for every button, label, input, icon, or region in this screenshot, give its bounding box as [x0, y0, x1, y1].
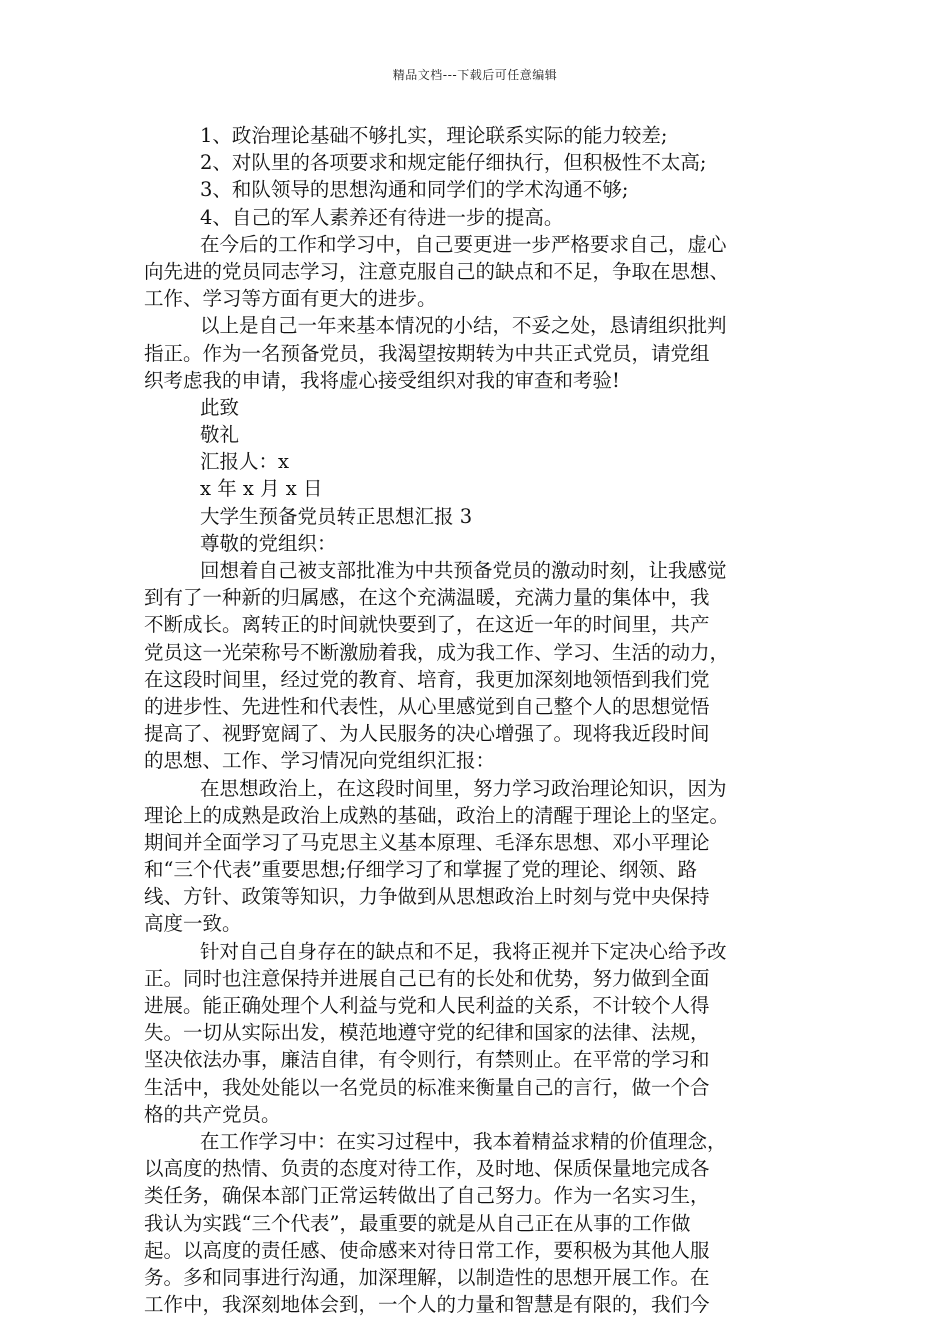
- text-line: 务。多和同事进行沟通，加深理解，以制造性的思想开展工作。在: [144, 1265, 710, 1289]
- text-line: 生活中，我处处能以一名党员的标准来衡量自己的言行，做一个合: [144, 1075, 710, 1099]
- text-line: 工作、学习等方面有更大的进步。: [144, 287, 437, 311]
- text-line: 在这段时间里，经过党的教育、培育，我更加深刻地领悟到我们党: [144, 667, 710, 691]
- text-line: 以上是自己一年来基本情况的小结，不妥之处，恳请组织批判: [200, 314, 727, 338]
- text-line: 尊敬的党组织：: [200, 531, 337, 555]
- text-line: 在今后的工作和学习中，自己要更进一步严格要求自己，虚心: [200, 232, 727, 256]
- text-line: 织考虑我的申请，我将虚心接受组织对我的审查和考验!: [144, 368, 620, 392]
- text-line: 格的共产党员。: [144, 1102, 281, 1126]
- text-line: 到有了一种新的归属感，在这个充满温暖，充满力量的集体中，我: [144, 586, 710, 610]
- text-line: 失。一切从实际出发，模范地遵守党的纪律和国家的法律、法规，: [144, 1021, 710, 1045]
- text-line: 向先进的党员同志学习，注意克服自己的缺点和不足，争取在思想、: [144, 259, 730, 283]
- text-line: 4、自己的军人素养还有待进一步的提高。: [200, 205, 564, 229]
- document-body: [144, 122, 829, 1318]
- text-line: 以高度的热情、负责的态度对待工作，及时地、保质保量地完成各: [144, 1157, 710, 1181]
- text-line: 此致: [200, 395, 240, 419]
- text-line: 起。以高度的责任感、使命感来对待日常工作，要积极为其他人服: [144, 1238, 710, 1262]
- text-line: 1、政治理论基础不够扎实，理论联系实际的能力较差;: [200, 124, 668, 147]
- text-line: 的思想、工作、学习情况向党组织汇报：: [144, 749, 496, 773]
- text-line: 在工作学习中：在实习过程中，我本着精益求精的价值理念，: [200, 1129, 727, 1153]
- text-line: 3、和队领导的思想沟通和同学们的学术沟通不够;: [200, 178, 629, 202]
- text-line: 坚决依法办事，廉洁自律，有令则行，有禁则止。在平常的学习和: [144, 1048, 710, 1072]
- text-line: 在思想政治上，在这段时间里，努力学习政治理论知识，因为: [200, 776, 727, 800]
- text-line: 党员这一光荣称号不断激励着我，成为我工作、学习、生活的动力，: [144, 640, 730, 664]
- text-line: 进展。能正确处理个人利益与党和人民利益的关系，不计较个人得: [144, 994, 710, 1017]
- text-line: 理论上的成熟是政治上成熟的基础，政治上的清醒于理论上的坚定。: [144, 803, 730, 827]
- text-line: 高度一致。: [144, 912, 242, 936]
- text-line: 大学生预备党员转正思想汇报 3: [200, 504, 473, 528]
- text-line: 敬礼: [200, 423, 240, 447]
- text-line: 指正。作为一名预备党员，我渴望按期转为中共正式党员，请党组: [144, 341, 710, 365]
- text-line: x 年 x 月 x 日: [200, 477, 323, 501]
- page-header: 精品文档---下载后可任意编辑: [392, 68, 558, 82]
- text-line: 2、对队里的各项要求和规定能仔细执行，但积极性不太高;: [200, 151, 707, 175]
- text-line: 类任务，确保本部门正常运转做出了自己努力。作为一名实习生，: [144, 1184, 710, 1208]
- text-line: 正。同时也注意保持并进展自己已有的长处和优势，努力做到全面: [144, 966, 710, 990]
- text-line: 汇报人：x: [200, 450, 289, 474]
- text-line: 不断成长。离转正的时间就快要到了，在这近一年的时间里，共产: [144, 613, 710, 637]
- text-line: 期间并全面学习了马克思主义基本原理、毛泽东思想、邓小平理论: [144, 830, 710, 854]
- text-line: 针对自己自身存在的缺点和不足，我将正视并下定决心给予改: [200, 939, 727, 963]
- text-line: 线、方针、政策等知识，力争做到从思想政治上时刻与党中央保持: [144, 885, 710, 909]
- text-line: 回想着自己被支部批准为中共预备党员的激动时刻，让我感觉: [200, 559, 727, 582]
- text-line: 的进步性、先进性和代表性，从心里感觉到自己整个人的思想觉悟: [144, 694, 710, 718]
- text-line: 工作中，我深刻地体会到，一个人的力量和智慧是有限的，我们今: [144, 1293, 710, 1317]
- text-line: 我认为实践“三个代表”，最重要的就是从自己正在从事的工作做: [144, 1211, 691, 1235]
- text-line: 提高了、视野宽阔了、为人民服务的决心增强了。现将我近段时间: [144, 722, 710, 746]
- text-line: 和“三个代表”重要思想;仔细学习了和掌握了党的理论、纲领、路: [144, 858, 698, 882]
